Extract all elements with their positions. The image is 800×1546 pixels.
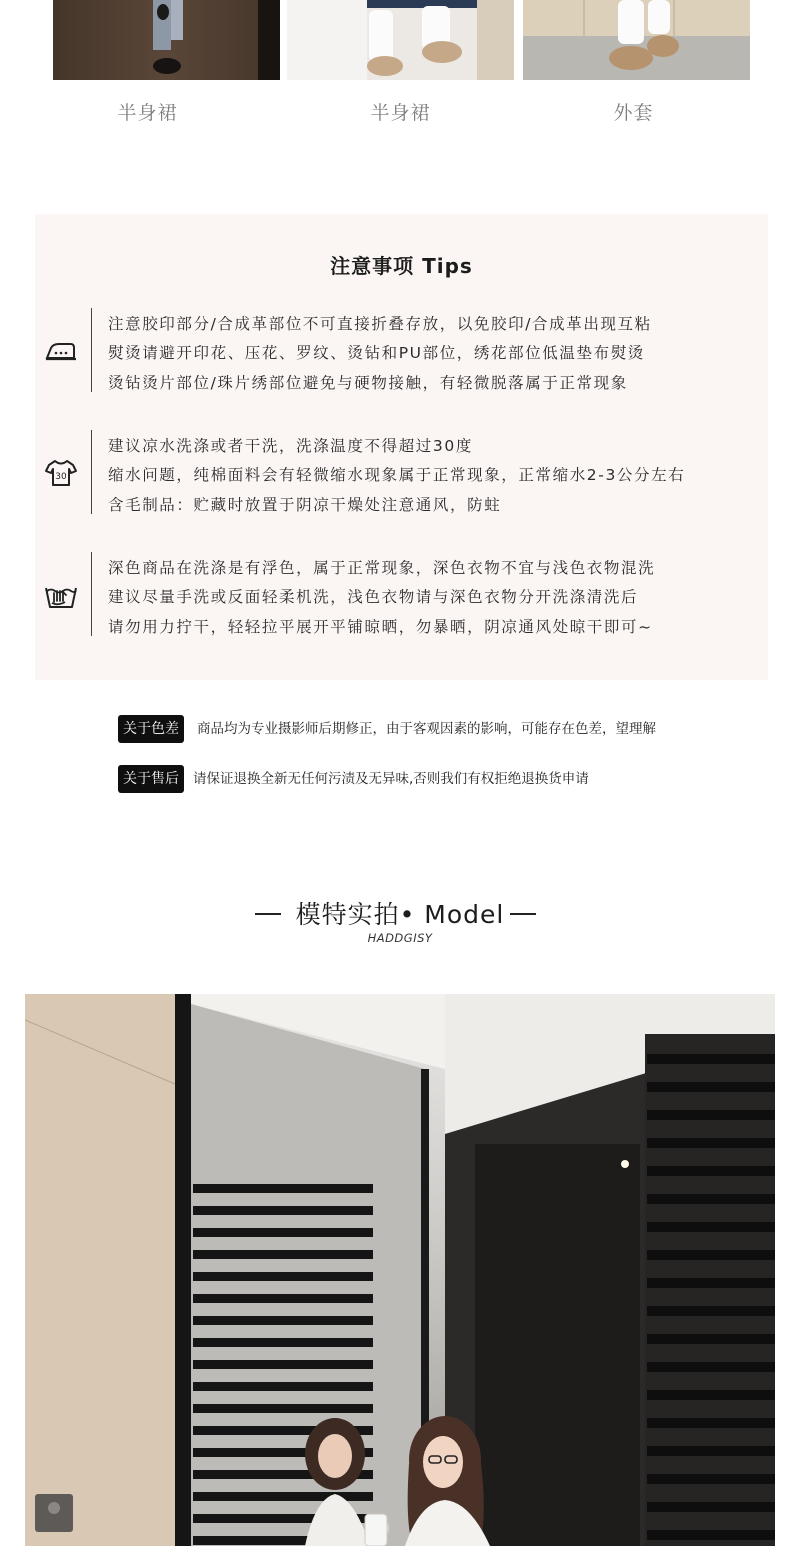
- tip-line: 含毛制品：贮藏时放置于阴凉干燥处注意通风，防蛀: [108, 496, 502, 514]
- tshirt-icon: [43, 454, 79, 490]
- product-thumbnail[interactable]: [523, 0, 750, 80]
- color-difference-notice: [118, 715, 738, 743]
- thumbnail-caption: 半身裙: [370, 102, 431, 124]
- tip-group-washing: [35, 434, 768, 518]
- tip-line: 熨烫请避开印花、压花、罗纹、烫钻和PU部位，绣花部位低温垫布熨烫: [108, 344, 645, 362]
- notice-text: 请保证退换全新无任何污渍及无异味,否则我们有权拒绝退换货申请: [193, 771, 589, 787]
- tip-line: 烫钻烫片部位/珠片绣部位避免与硬物接触，有轻微脱落属于正常现象: [108, 374, 628, 392]
- model-section-heading: [0, 895, 800, 955]
- tip-group-ironing: [35, 312, 768, 396]
- iron-icon: [43, 332, 79, 368]
- notice-badge: 关于色差: [118, 715, 184, 743]
- after-sales-notice: [118, 765, 738, 793]
- model-section-title: 模特实拍• Model: [295, 900, 505, 929]
- model-photo: [25, 994, 775, 1546]
- svg-text:30: 30: [55, 472, 67, 482]
- tip-divider: [91, 552, 92, 636]
- related-products-row: [0, 0, 800, 140]
- product-thumbnail[interactable]: [287, 0, 514, 80]
- tip-line: 建议尽量手洗或反面轻柔机洗，浅色衣物请与深色衣物分开洗涤清洗后: [108, 588, 639, 606]
- tip-divider: [91, 308, 92, 392]
- tips-title: 注意事项 Tips: [330, 254, 473, 278]
- product-thumbnail[interactable]: [53, 0, 280, 80]
- tip-line: 缩水问题，纯棉面料会有轻微缩水现象属于正常现象，正常缩水2-3公分左右: [108, 466, 686, 484]
- thumbnail-caption: 外套: [613, 102, 654, 124]
- tip-line: 注意胶印部分/合成革部位不可直接折叠存放，以免胶印/合成革出现互粘: [108, 315, 652, 333]
- tip-divider: [91, 430, 92, 514]
- hand-wash-icon: [43, 576, 79, 612]
- care-tips-panel: [35, 214, 768, 680]
- notice-badge: 关于售后: [118, 765, 184, 793]
- thumbnail-caption: 半身裙: [117, 102, 178, 124]
- tip-line: 建议凉水洗涤或者干洗，洗涤温度不得超过30度: [108, 437, 473, 455]
- tip-group-hand-wash: [35, 556, 768, 640]
- tip-line: 深色商品在洗涤是有浮色，属于正常现象，深色衣物不宜与浅色衣物混洗: [108, 559, 656, 577]
- model-section-subtitle: HADDGISY: [367, 931, 433, 945]
- notice-text: 商品均为专业摄影师后期修正，由于客观因素的影响，可能存在色差，望理解: [197, 721, 656, 737]
- tip-line: 请勿用力拧干，轻轻拉平展开平铺晾晒，勿暴晒，阴凉通风处晾干即可~: [108, 618, 653, 636]
